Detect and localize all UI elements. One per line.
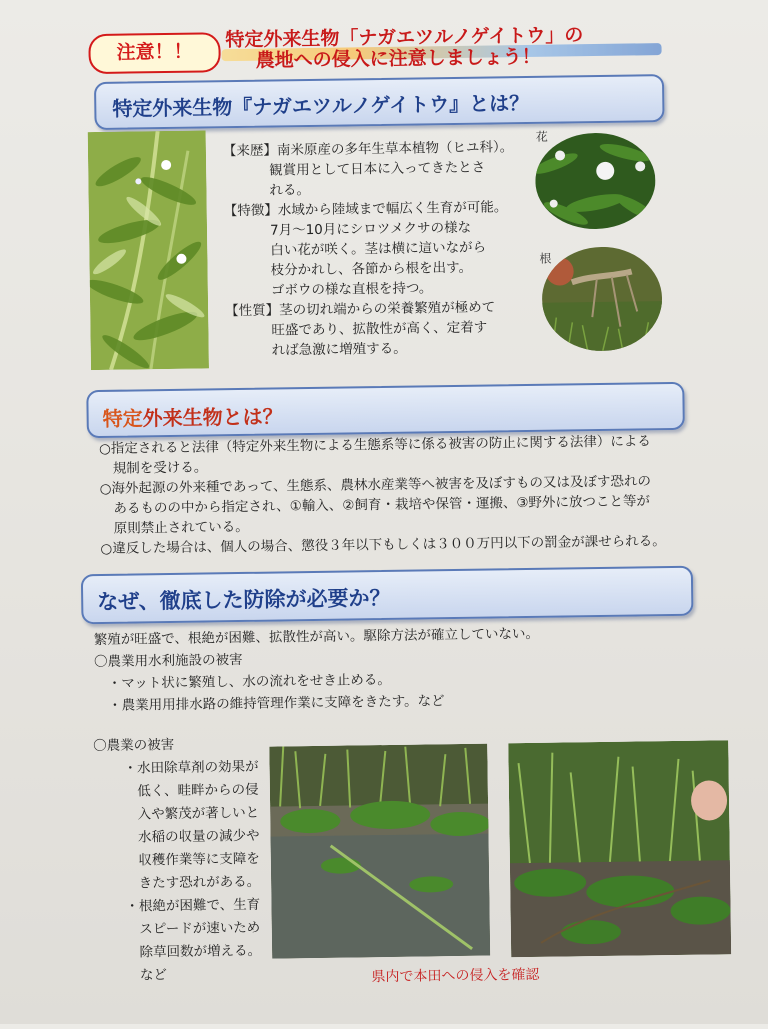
main-title-line2: 農地への侵入に注意しましょう！	[255, 45, 541, 72]
paddy-photo-right	[508, 740, 731, 957]
section1-description	[223, 137, 516, 361]
section3-line: ・マット状に繁殖し、水の流れをせき止める。	[94, 671, 391, 693]
feature-line: 水域から陸域まで幅広く生育が可能。	[277, 199, 508, 219]
paddy-photo-left	[269, 744, 490, 959]
flower-label: 花	[535, 129, 548, 144]
farm-line: 収穫作業等に支障を	[124, 850, 260, 869]
feature-line: 枝分かれし、各節から根を出す。	[270, 259, 473, 279]
section3-title: なぜ、徹底した防除が必要か？	[97, 585, 391, 615]
farm-damage-list	[123, 756, 261, 988]
origin-line: 観賞用として日本に入ってきたとさ	[269, 159, 486, 179]
farm-line: 除草回数が増える。	[126, 942, 262, 961]
main-title-line1: 特定外来生物「ナガエツルノゲイトウ」の	[225, 24, 584, 52]
farm-line: スピードが速いため	[125, 919, 261, 938]
nature-line: 旺盛であり、拡散性が高く、定着す	[271, 319, 488, 339]
warning-badge: 注意！！	[88, 32, 221, 74]
farm-line: 低く、畦畔からの侵	[123, 781, 259, 800]
photo-caption: 県内で本田への侵入を確認	[371, 966, 540, 986]
section1-title: 特定外来生物『ナガエツルノゲイトウ』とは？	[112, 90, 530, 121]
nature-line: れば急激に増殖する。	[271, 340, 407, 359]
nature-tag: 【性質】	[225, 302, 280, 320]
feature-line: 白い花が咲く。茎は横に這いながら	[270, 239, 487, 259]
origin-line: 南米原産の多年生草本植物（ヒユ科）。	[276, 139, 514, 159]
section2-line: 原則禁止されている。	[100, 518, 249, 537]
farm-line: など	[126, 967, 168, 984]
nature-line: 茎の切れ端からの栄養繁殖が極めて	[279, 299, 496, 319]
farm-line: ・根絶が困難で、生育	[125, 896, 261, 915]
section3-line: 繁殖が旺盛で、根絶が困難、拡散性が高い。駆除方法が確立していない。	[93, 625, 540, 649]
plant-photo	[88, 130, 209, 370]
farm-line: 入や繁茂が著しいと	[124, 804, 260, 823]
farm-line: 水稲の収量の減少や	[124, 827, 260, 846]
section2-line: 規制を受ける。	[99, 459, 208, 477]
section2-line: ○海外起源の外来種であって、生態系、農林水産業等へ被害を及ぼすもの又は及ぼす恐れの	[99, 473, 652, 497]
section2-line: ○指定されると法律（特定外来生物による生態系等に係る被害の防止に関する法律）による	[98, 433, 651, 457]
section2-title-highlight: 特定	[102, 406, 143, 431]
farm-damage-heading: 〇農業の被害	[93, 736, 175, 755]
origin-line: れる。	[269, 182, 311, 199]
section2-title	[102, 400, 282, 432]
root-photo	[541, 246, 662, 352]
farm-line: ・水田除草剤の効果が	[123, 758, 259, 777]
root-label: 根	[539, 251, 552, 266]
section2-title-rest: 外来生物とは？	[142, 404, 283, 431]
feature-tag: 【特徴】	[223, 202, 278, 220]
origin-tag: 【来歴】	[222, 142, 278, 160]
flower-photo	[535, 132, 656, 230]
section3-line: 〇農業用水利施設の被害	[93, 651, 243, 671]
feature-line: ゴボウの様な直根を持つ。	[270, 280, 433, 299]
section2-line: ○違反した場合は、個人の場合、懲役３年以下もしくは３００万円以下の罰金が課せられる。	[100, 533, 666, 557]
farm-line: きたす恐れがある。	[125, 873, 261, 892]
section3-body	[94, 623, 540, 717]
section2-line: あるものの中から指定され、①輸入、②飼育・栽培や保管・運搬、③野外に放つこと等が	[99, 493, 651, 517]
section3-line: ・農業用用排水路の維持管理作業に支障をきたす。など	[94, 693, 445, 715]
feature-line: 7月～10月にシロツメクサの様な	[269, 219, 472, 239]
section2-body	[99, 431, 666, 559]
